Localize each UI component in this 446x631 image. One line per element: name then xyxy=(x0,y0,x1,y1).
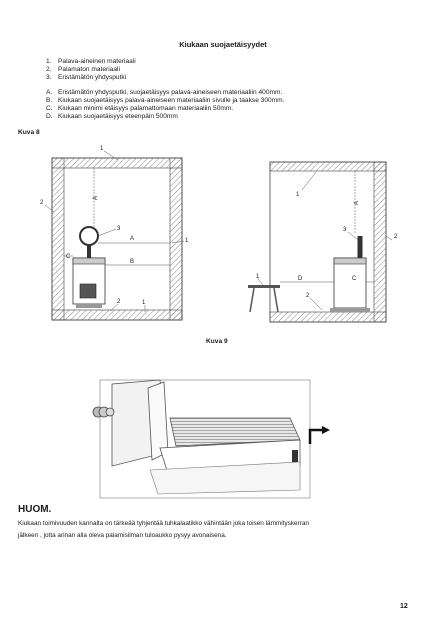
label-3: 3 xyxy=(343,227,347,233)
label-1: 1 xyxy=(100,146,104,152)
label-1-bench: 1 xyxy=(256,274,260,280)
note-text xyxy=(18,518,428,542)
label-1-floor: 1 xyxy=(142,300,146,306)
figure-8-diagram xyxy=(40,146,189,320)
label-1-right: 1 xyxy=(185,238,189,244)
figure-9-label: Kuva 9 xyxy=(206,338,228,345)
note-line: jälkeen , jotta arinan alla oleva palamisilman tuloaukko pysyy avonaisena. xyxy=(18,532,227,539)
label-A-vertical: A xyxy=(93,195,99,200)
figure-8-label: Kuva 8 xyxy=(18,129,40,136)
legend-item: 1. Palava-aineinen materiaali xyxy=(46,58,136,65)
label-3: 3 xyxy=(117,226,121,232)
legend-item: 2. Palamaton materiaali xyxy=(46,66,120,73)
label-2: 2 xyxy=(394,234,398,240)
label-1: 1 xyxy=(296,192,300,198)
label-2-floor: 2 xyxy=(306,293,310,299)
label-B: B xyxy=(130,259,135,265)
legend-item: D. Kiukaan suojaetäisyys eteenpäin 500mm xyxy=(46,113,178,120)
legend-item: B. Kiukaan suojaetäisyys palava-aineiseen materiaaliin sivulle ja taakse 300mm. xyxy=(46,97,285,104)
legend-item: A. Eristämätön yhdysputki, suojaetäisyys palava-aineiseen materiaaliin 400mm. xyxy=(46,89,283,96)
label-D: D xyxy=(298,276,303,282)
figure-8-side-diagram xyxy=(248,162,398,322)
page-number: 12 xyxy=(400,603,408,610)
label-A: A xyxy=(130,236,135,242)
label-2-floor: 2 xyxy=(117,299,121,305)
label-A-vertical: A xyxy=(354,200,360,205)
note-heading: HUOM. xyxy=(18,504,52,515)
label-2: 2 xyxy=(40,200,44,206)
figure-9-diagram xyxy=(93,380,330,498)
label-C: C xyxy=(66,254,71,260)
label-C: C xyxy=(352,276,357,282)
legend-item: 3. Eristämätön yhdysputki xyxy=(46,74,127,81)
note-line: Kiukaan toimivuuden kannalta on tärkeää tyhjentää tuhkalaatikko vähintään joka toisen lämmityskerran xyxy=(18,520,309,527)
document-title: Kiukaan suojaetäisyydet xyxy=(179,40,267,49)
legend-item: C. Kiukaan minimi etäisyys palamattomaan materiaaliin 50mm. xyxy=(46,105,234,112)
